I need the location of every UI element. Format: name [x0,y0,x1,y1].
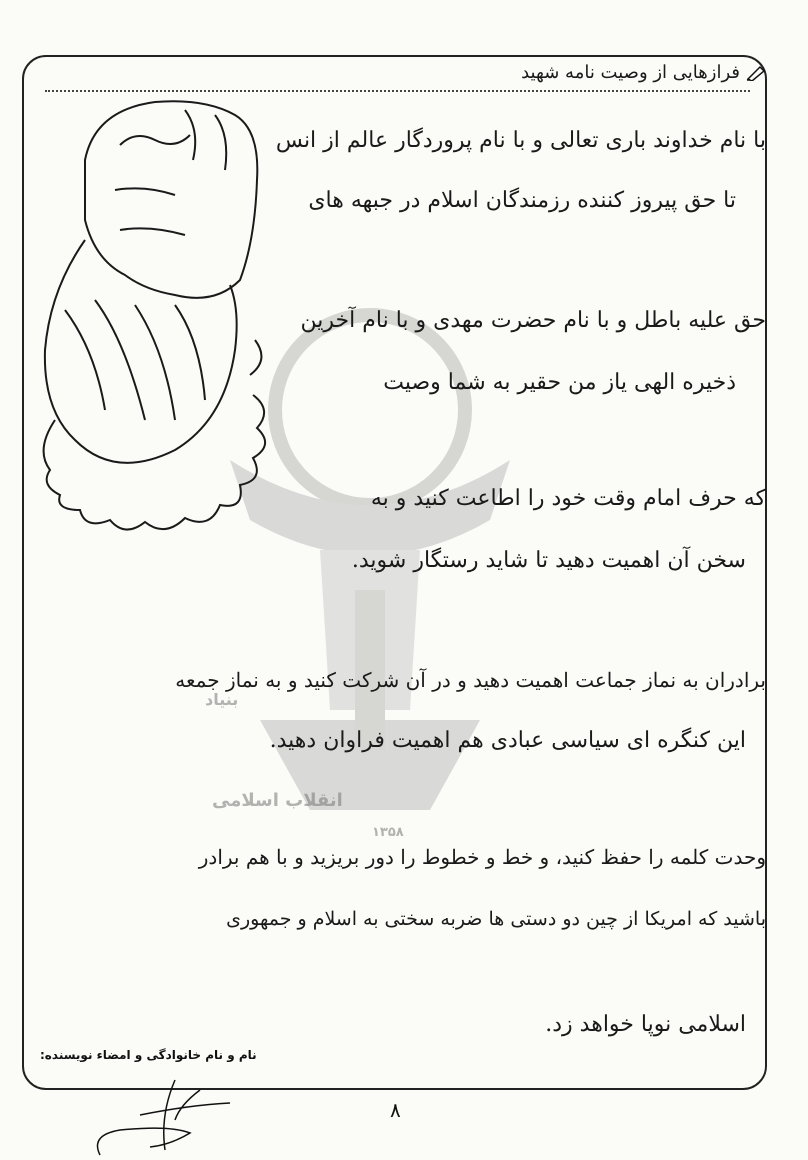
will-line-11: اسلامی نوپا خواهد زد. [545,1012,746,1037]
watermark-year: ۱۳۵۸ [372,825,404,840]
will-line-5: که حرف امام وقت خود را اطاعت کنید و به [370,486,766,511]
will-line-6: سخن آن اهمیت دهید تا شاید رستگار شوید. [351,548,746,573]
handwritten-signature [80,1075,280,1160]
will-line-4: ذخیره الهی یاز من حقیر به شما وصیت [383,370,736,395]
will-line-10: باشید که امریکا از چین دو دستی ها ضربه سختی به اسلام و جمهوری [226,908,766,930]
heading [521,62,766,83]
will-line-1: با نام خداوند باری تعالی و با نام پروردگار عالم از انس [275,128,766,153]
will-line-7: برادران به نماز جماعت اهمیت دهید و در آن شرکت کنید و به نماز جمعه [175,668,766,692]
will-line-8: این کنگره ای سیاسی عبادی هم اهمیت فراوان دهید. [269,728,746,753]
heading-text: فرازهایی از وصیت نامه شهید [521,62,740,83]
writer-signature-label: نام و نام خانوادگی و امضاء نویسنده: [40,1048,257,1062]
page-number: ۸ [390,1098,401,1122]
watermark-text-foundation: بنیاد [205,690,239,709]
will-line-9: وحدت کلمه را حفظ کنید، و خط و خطوط را دور بریزید و با هم برادر [198,845,766,869]
will-line-3: حق علیه باطل و با نام حضرت مهدی و با نام آخرین [300,308,766,333]
watermark-text-revolution: انقلاب اسلامی [212,790,343,811]
will-line-2: تا حق پیروز کننده رزمندگان اسلام در جبهه های [308,188,736,213]
raised-fist-icon [25,90,295,540]
pen-writing-icon [746,65,766,81]
